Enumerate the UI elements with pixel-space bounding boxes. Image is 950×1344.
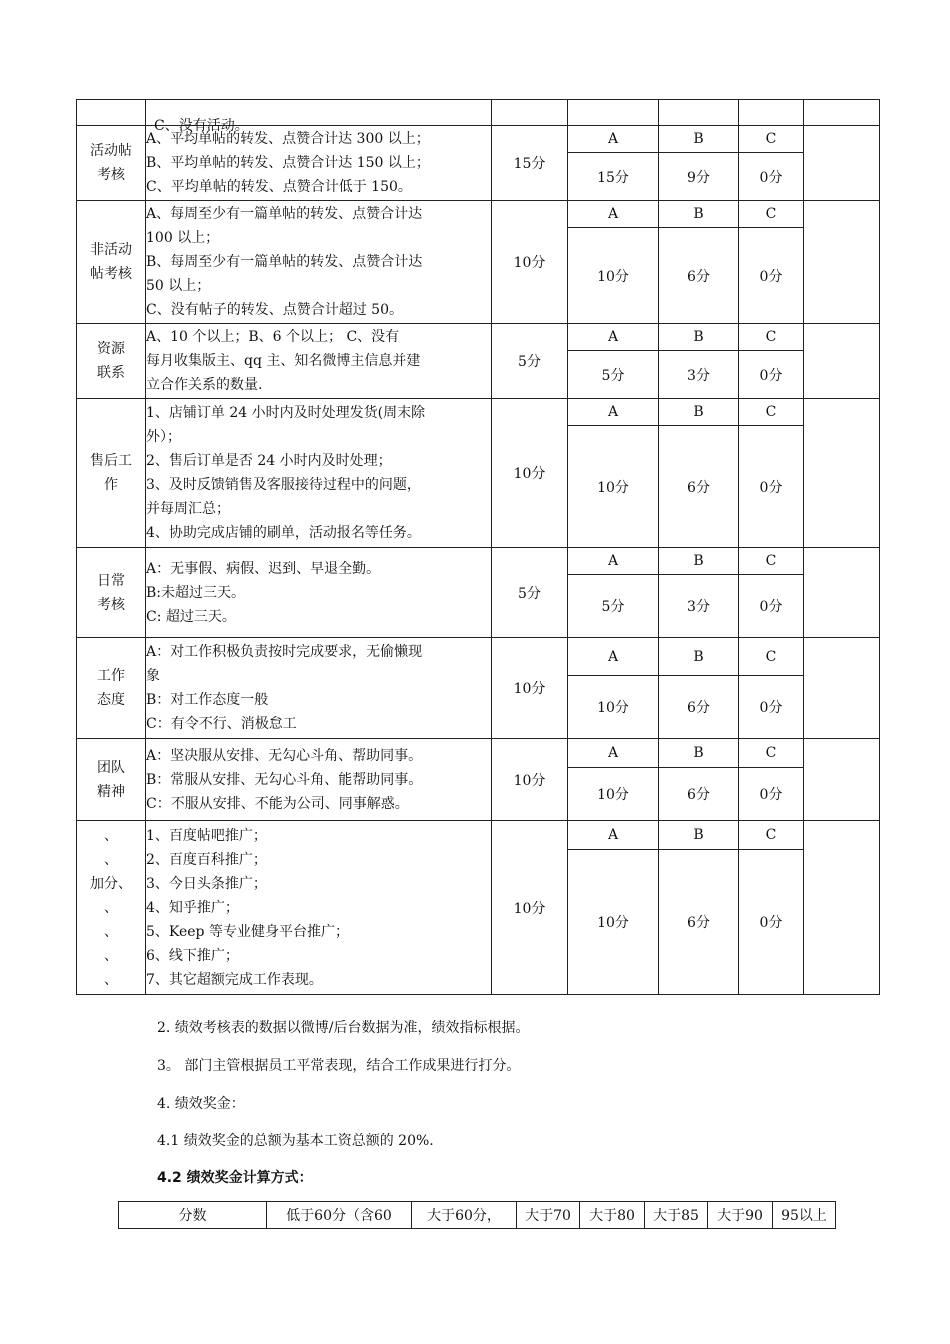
- paragraph-4-2: 4.2 绩效奖金计算方式：: [157, 1170, 313, 1186]
- row-blank-cell: [804, 126, 880, 201]
- top-score-cell: [492, 100, 568, 126]
- grade-points-b: 6分: [659, 228, 739, 324]
- category-line: 、: [104, 971, 118, 988]
- category-line: 考核: [97, 167, 125, 183]
- criteria-line: A：无事假、病假、迟到、早退全勤。: [146, 560, 381, 577]
- criteria-line: A、10 个以上；B、6 个以上； C、没有: [146, 329, 400, 345]
- grade-label-b: B: [659, 399, 739, 426]
- row-blank-cell: [804, 548, 880, 638]
- criteria-line: 4、协助完成店铺的刷单，活动报名等任务。: [146, 525, 421, 541]
- criteria-line: 5、Keep 等专业健身平台推广；: [146, 923, 349, 940]
- category-line: 精神: [97, 783, 125, 800]
- criteria-line: 象: [146, 668, 160, 684]
- category-line: 、: [104, 851, 118, 868]
- category-line: 资源: [97, 341, 125, 357]
- top-desc-cell: [146, 100, 492, 134]
- criteria-line: C、没有帖子的转发、点赞合计超过 50。: [146, 302, 403, 318]
- row-criteria: [146, 201, 492, 324]
- paragraph-4-1: 4.1 绩效奖金的总额为基本工资总额的 20%.: [157, 1133, 434, 1149]
- bonus-table: [118, 1201, 836, 1229]
- category-line: 帖考核: [90, 266, 132, 282]
- category-line: 加分、: [90, 875, 132, 892]
- grade-label-c: C: [739, 821, 804, 850]
- criteria-line: C：有令不行、消极怠工: [146, 716, 297, 732]
- row-weight: 5分: [492, 548, 568, 638]
- bonus-cell-above90: 大于90: [708, 1202, 773, 1229]
- grade-label-a: A: [568, 324, 659, 351]
- grade-label-b: B: [659, 324, 739, 351]
- assessment-row: [77, 324, 880, 351]
- criteria-line: 立合作关系的数量.: [146, 377, 263, 393]
- grade-label-a: A: [568, 126, 659, 153]
- row-blank-cell: [804, 638, 880, 739]
- criteria-line: B、每周至少有一篇单帖的转发、点赞合计达: [146, 254, 423, 270]
- assessment-table: [76, 99, 880, 995]
- category-line: 、: [104, 827, 118, 844]
- grade-label-a: A: [568, 548, 659, 575]
- bonus-cell-score: 分数: [119, 1202, 267, 1229]
- category-line: 日常: [97, 572, 125, 589]
- row-weight: 5分: [492, 324, 568, 399]
- grade-points-c: 0分: [739, 850, 804, 995]
- criteria-line: C: 超过三天。: [146, 608, 236, 625]
- row-blank-cell: [804, 201, 880, 324]
- grade-label-b: B: [659, 126, 739, 153]
- row-category: [77, 399, 146, 548]
- grade-points-c: 0分: [739, 228, 804, 324]
- category-line: 活动帖: [90, 143, 132, 159]
- criteria-line: C：不服从安排、不能为公司、同事解惑。: [146, 795, 409, 812]
- paragraph-4: 4. 绩效奖金：: [157, 1096, 245, 1112]
- grade-points-b: 6分: [659, 768, 739, 821]
- grade-points-b: 9分: [659, 153, 739, 201]
- criteria-line: 并每周汇总；: [146, 501, 230, 517]
- grade-label-c: C: [739, 201, 804, 228]
- grade-points-b: 3分: [659, 575, 739, 638]
- criteria-line: B:未超过三天。: [146, 584, 246, 601]
- bonus-cell-above80: 大于80: [580, 1202, 645, 1229]
- grade-label-b: B: [659, 638, 739, 676]
- grade-points-b: 3分: [659, 351, 739, 399]
- table-top-row: [77, 100, 880, 126]
- row-blank-cell: [804, 739, 880, 821]
- grade-points-a: 15分: [568, 153, 659, 201]
- top-cat-cell: [77, 100, 146, 126]
- criteria-line: 7、其它超额完成工作表现。: [146, 971, 323, 988]
- assessment-row: [77, 638, 880, 676]
- row-weight: 10分: [492, 739, 568, 821]
- assessment-row: [77, 739, 880, 768]
- grade-label-b: B: [659, 201, 739, 228]
- grade-points-b: 6分: [659, 850, 739, 995]
- assessment-row: [77, 548, 880, 575]
- category-line: 考核: [97, 596, 125, 613]
- row-weight: 10分: [492, 821, 568, 995]
- category-line: 作: [104, 477, 118, 493]
- category-line: 、: [104, 947, 118, 964]
- row-criteria: [146, 739, 492, 821]
- grade-points-a: 5分: [568, 351, 659, 399]
- criteria-line: 3、及时反馈销售及客服接待过程中的问题，: [146, 477, 421, 493]
- grade-points-c: 0分: [739, 768, 804, 821]
- grade-label-b: B: [659, 548, 739, 575]
- bonus-cell-below60: 低于60分（含60: [267, 1202, 412, 1229]
- bonus-cell-95up: 95以上: [773, 1202, 836, 1229]
- row-blank-cell: [804, 399, 880, 548]
- criteria-line: 1、店铺订单 24 小时内及时处理发货(周末除: [146, 405, 426, 421]
- bonus-row: [119, 1202, 836, 1229]
- grade-label-a: A: [568, 638, 659, 676]
- bonus-cell-above70: 大于70: [517, 1202, 580, 1229]
- criteria-line: A：对工作积极负责按时完成要求，无偷懒现: [146, 644, 423, 660]
- category-line: 工作: [97, 668, 125, 684]
- grade-label-b: B: [659, 739, 739, 768]
- assessment-row: [77, 201, 880, 228]
- row-weight: 15分: [492, 126, 568, 201]
- criteria-line: 6、线下推广；: [146, 947, 239, 964]
- row-category: [77, 324, 146, 399]
- criteria-line: B：常服从安排、无勾心斗角、能帮助同事。: [146, 771, 423, 788]
- grade-points-a: 10分: [568, 426, 659, 548]
- criteria-line: 50 以上；: [146, 278, 211, 294]
- criteria-line: 100 以上；: [146, 230, 220, 246]
- grade-label-c: C: [739, 324, 804, 351]
- top-c-cell: [739, 100, 804, 126]
- grade-points-b: 6分: [659, 426, 739, 548]
- grade-label-c: C: [739, 638, 804, 676]
- top-b-cell: [659, 100, 739, 126]
- bonus-cell-above85: 大于85: [645, 1202, 708, 1229]
- grade-points-c: 0分: [739, 153, 804, 201]
- grade-label-b: B: [659, 821, 739, 850]
- criteria-line: 2、百度百科推广；: [146, 851, 267, 868]
- grade-points-b: 6分: [659, 676, 739, 739]
- row-category: [77, 638, 146, 739]
- grade-label-c: C: [739, 399, 804, 426]
- grade-points-a: 10分: [568, 768, 659, 821]
- criteria-line: B：对工作态度一般: [146, 692, 269, 708]
- criteria-line: 1、百度帖吧推广；: [146, 827, 267, 844]
- row-criteria: [146, 821, 492, 995]
- category-line: 非活动: [90, 242, 132, 258]
- criteria-line: B、平均单帖的转发、点赞合计达 150 以上；: [146, 155, 430, 171]
- grade-label-c: C: [739, 739, 804, 768]
- assessment-row: [77, 399, 880, 426]
- row-criteria: [146, 548, 492, 638]
- criteria-line: 每月收集版主、qq 主、知名微博主信息并建: [146, 353, 421, 369]
- top-a-cell: [568, 100, 659, 126]
- grade-points-c: 0分: [739, 575, 804, 638]
- category-line: 、: [104, 899, 118, 916]
- grade-label-a: A: [568, 739, 659, 768]
- grade-label-a: A: [568, 399, 659, 426]
- row-category: [77, 548, 146, 638]
- criteria-line: A、平均单帖的转发、点赞合计达 300 以上；: [146, 131, 430, 147]
- top-desc-text: C、没有活动。: [154, 118, 249, 134]
- grade-label-c: C: [739, 548, 804, 575]
- row-category: [77, 821, 146, 995]
- row-criteria: [146, 324, 492, 399]
- row-criteria: [146, 638, 492, 739]
- grade-points-a: 5分: [568, 575, 659, 638]
- grade-points-a: 10分: [568, 850, 659, 995]
- category-line: 、: [104, 923, 118, 940]
- row-category: [77, 201, 146, 324]
- row-weight: 10分: [492, 638, 568, 739]
- criteria-line: 3、今日头条推广；: [146, 875, 267, 892]
- row-category: [77, 739, 146, 821]
- grade-label-a: A: [568, 201, 659, 228]
- row-blank-cell: [804, 821, 880, 995]
- row-category: [77, 126, 146, 201]
- grade-points-c: 0分: [739, 676, 804, 739]
- criteria-line: 外）；: [146, 429, 181, 445]
- criteria-line: A：坚决服从安排、无勾心斗角、帮助同事。: [146, 747, 423, 764]
- category-line: 售后工: [90, 453, 132, 469]
- category-line: 团队: [97, 759, 125, 776]
- row-blank-cell: [804, 324, 880, 399]
- assessment-row: [77, 821, 880, 850]
- top-blank-cell: [804, 100, 880, 126]
- paragraph-3: 3。 部门主管根据员工平常表现，结合工作成果进行打分。: [157, 1058, 521, 1074]
- criteria-line: C、平均单帖的转发、点赞合计低于 150。: [146, 179, 412, 195]
- grade-points-c: 0分: [739, 426, 804, 548]
- grade-label-a: A: [568, 821, 659, 850]
- grade-points-a: 10分: [568, 676, 659, 739]
- row-weight: 10分: [492, 399, 568, 548]
- row-weight: 10分: [492, 201, 568, 324]
- criteria-line: 2、售后订单是否 24 小时内及时处理；: [146, 453, 392, 469]
- category-line: 态度: [97, 692, 125, 708]
- criteria-line: 4、知乎推广；: [146, 899, 239, 916]
- grade-label-c: C: [739, 126, 804, 153]
- criteria-line: A、每周至少有一篇单帖的转发、点赞合计达: [146, 206, 423, 222]
- paragraph-2: 2. 绩效考核表的数据以微博/后台数据为准，绩效指标根据。: [157, 1020, 530, 1036]
- row-criteria: [146, 126, 492, 201]
- grade-points-a: 10分: [568, 228, 659, 324]
- grade-points-c: 0分: [739, 351, 804, 399]
- row-criteria: [146, 399, 492, 548]
- bonus-cell-above60: 大于60分，: [412, 1202, 517, 1229]
- category-line: 联系: [97, 365, 125, 381]
